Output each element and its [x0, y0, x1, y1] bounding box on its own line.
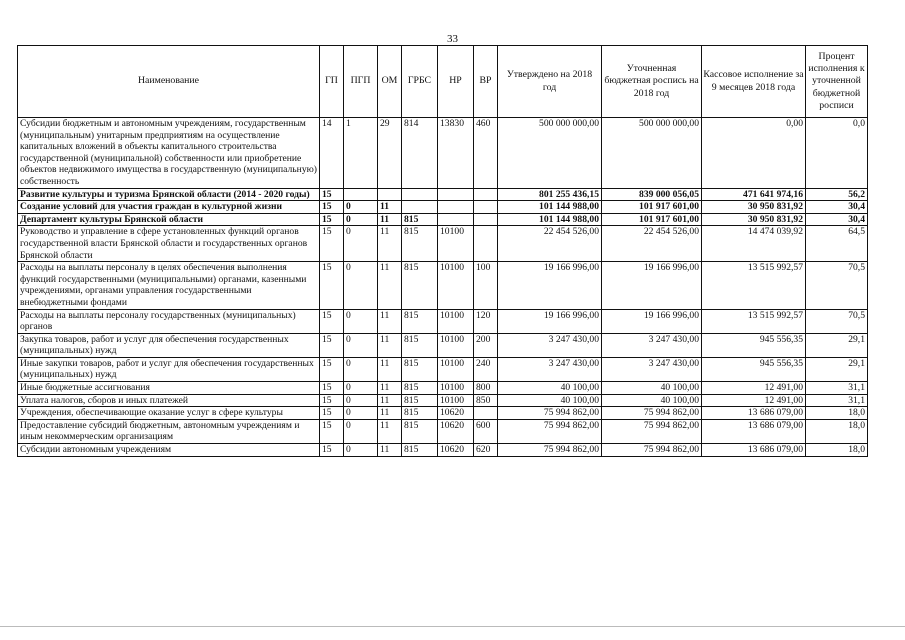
- cell-gp: 15: [320, 188, 344, 201]
- cell-np: [438, 213, 474, 226]
- cell-om: 11: [378, 213, 402, 226]
- cell-np: 10100: [438, 226, 474, 262]
- cell-approved: 500 000 000,00: [498, 118, 602, 189]
- header-percent: Процент исполнения к уточненной бюджетной росписи: [806, 46, 868, 118]
- cell-grbs: 814: [402, 118, 438, 189]
- cell-vr: 460: [474, 118, 498, 189]
- cell-approved: 40 100,00: [498, 382, 602, 395]
- cell-om: 11: [378, 419, 402, 443]
- cell-om: 11: [378, 333, 402, 357]
- cell-approved: 101 144 988,00: [498, 213, 602, 226]
- cell-grbs: 815: [402, 394, 438, 407]
- cell-refined: 19 166 996,00: [602, 309, 702, 333]
- cell-vr: [474, 188, 498, 201]
- cell-percent: 0,0: [806, 118, 868, 189]
- cell-name: Учреждения, обеспечивающие оказание услуг в сфере культуры: [18, 407, 320, 420]
- page-number: 33: [447, 33, 458, 45]
- cell-om: 11: [378, 201, 402, 214]
- cell-om: 11: [378, 309, 402, 333]
- cell-np: 10620: [438, 444, 474, 457]
- cell-name: Департамент культуры Брянской области: [18, 213, 320, 226]
- cell-ppgp: 0: [344, 407, 378, 420]
- cell-om: 11: [378, 226, 402, 262]
- header-approved: Утверждено на 2018 год: [498, 46, 602, 118]
- cell-percent: 29,1: [806, 333, 868, 357]
- cell-cash: 13 686 079,00: [702, 419, 806, 443]
- cell-np: [438, 201, 474, 214]
- cell-grbs: 815: [402, 407, 438, 420]
- cell-ppgp: 0: [344, 262, 378, 309]
- cell-cash: 14 474 039,92: [702, 226, 806, 262]
- cell-ppgp: 0: [344, 226, 378, 262]
- header-np: НР: [438, 46, 474, 118]
- cell-gp: 15: [320, 262, 344, 309]
- cell-grbs: [402, 188, 438, 201]
- table-row: [18, 382, 868, 395]
- cell-approved: 75 994 862,00: [498, 407, 602, 420]
- cell-ppgp: 0: [344, 382, 378, 395]
- cell-refined: 22 454 526,00: [602, 226, 702, 262]
- cell-name: Субсидии бюджетным и автономным учреждениям, государственным (муниципальным) унитарным предприятиям на осуществление капитальных вложений в объекты капитального строительства государственной (муниципальной) собственности или приобретение объектов недвижимого имущества в государственную (муниципальную) собственность: [18, 118, 320, 189]
- cell-refined: 75 994 862,00: [602, 419, 702, 443]
- table-row: [18, 309, 868, 333]
- cell-np: 10100: [438, 394, 474, 407]
- table-row: [18, 407, 868, 420]
- table-row: [18, 419, 868, 443]
- cell-grbs: 815: [402, 382, 438, 395]
- cell-name: Создание условий для участия граждан в культурной жизни: [18, 201, 320, 214]
- cell-vr: 600: [474, 419, 498, 443]
- cell-refined: 101 917 601,00: [602, 201, 702, 214]
- cell-vr: [474, 407, 498, 420]
- table-row: [18, 444, 868, 457]
- cell-gp: 15: [320, 382, 344, 395]
- cell-gp: 15: [320, 394, 344, 407]
- table-row: [18, 333, 868, 357]
- cell-percent: 29,1: [806, 357, 868, 381]
- cell-ppgp: 0: [344, 357, 378, 381]
- cell-cash: 30 950 831,92: [702, 201, 806, 214]
- cell-grbs: 815: [402, 444, 438, 457]
- cell-refined: 839 000 056,05: [602, 188, 702, 201]
- cell-vr: 100: [474, 262, 498, 309]
- cell-vr: 800: [474, 382, 498, 395]
- cell-refined: 500 000 000,00: [602, 118, 702, 189]
- cell-ppgp: 0: [344, 394, 378, 407]
- cell-gp: 15: [320, 357, 344, 381]
- table-body: [18, 118, 868, 457]
- cell-gp: 15: [320, 419, 344, 443]
- cell-approved: 101 144 988,00: [498, 201, 602, 214]
- cell-np: [438, 188, 474, 201]
- cell-approved: 19 166 996,00: [498, 309, 602, 333]
- cell-grbs: 815: [402, 419, 438, 443]
- cell-ppgp: 0: [344, 444, 378, 457]
- table-row: [18, 201, 868, 214]
- cell-approved: 801 255 436,15: [498, 188, 602, 201]
- cell-grbs: 815: [402, 262, 438, 309]
- cell-np: 10100: [438, 333, 474, 357]
- cell-vr: 200: [474, 333, 498, 357]
- cell-np: 10100: [438, 309, 474, 333]
- table-row: [18, 262, 868, 309]
- cell-approved: 75 994 862,00: [498, 444, 602, 457]
- cell-vr: 120: [474, 309, 498, 333]
- cell-name: Уплата налогов, сборов и иных платежей: [18, 394, 320, 407]
- table-row: [18, 226, 868, 262]
- cell-om: 11: [378, 394, 402, 407]
- header-refined: Уточненная бюджетная роспись на 2018 год: [602, 46, 702, 118]
- header-ppgp: ПГП: [344, 46, 378, 118]
- table-row: [18, 213, 868, 226]
- cell-gp: 15: [320, 407, 344, 420]
- table-row: [18, 394, 868, 407]
- cell-cash: 945 556,35: [702, 357, 806, 381]
- header-vr: ВР: [474, 46, 498, 118]
- cell-percent: 18,0: [806, 407, 868, 420]
- cell-name: Субсидии автономным учреждениям: [18, 444, 320, 457]
- cell-np: 10620: [438, 419, 474, 443]
- cell-percent: 31,1: [806, 382, 868, 395]
- cell-percent: 18,0: [806, 444, 868, 457]
- cell-om: 11: [378, 407, 402, 420]
- cell-vr: 240: [474, 357, 498, 381]
- cell-om: 11: [378, 262, 402, 309]
- table-row: [18, 357, 868, 381]
- cell-ppgp: 0: [344, 419, 378, 443]
- cell-grbs: 815: [402, 226, 438, 262]
- cell-approved: 3 247 430,00: [498, 357, 602, 381]
- cell-name: Предоставление субсидий бюджетным, автономным учреждениям и иным некоммерческим организациям: [18, 419, 320, 443]
- cell-vr: 620: [474, 444, 498, 457]
- cell-np: 10100: [438, 262, 474, 309]
- cell-cash: 12 491,00: [702, 382, 806, 395]
- cell-np: 10100: [438, 382, 474, 395]
- cell-om: 29: [378, 118, 402, 189]
- cell-name: Иные бюджетные ассигнования: [18, 382, 320, 395]
- cell-name: Закупка товаров, работ и услуг для обеспечения государственных (муниципальных) нужд: [18, 333, 320, 357]
- cell-grbs: 815: [402, 213, 438, 226]
- cell-gp: 15: [320, 201, 344, 214]
- cell-approved: 40 100,00: [498, 394, 602, 407]
- table-row: [18, 118, 868, 189]
- budget-execution-table: [17, 45, 868, 457]
- cell-name: Иные закупки товаров, работ и услуг для обеспечения государственных (муниципальных) нужд: [18, 357, 320, 381]
- cell-percent: 56,2: [806, 188, 868, 201]
- cell-om: [378, 188, 402, 201]
- cell-grbs: 815: [402, 333, 438, 357]
- cell-gp: 15: [320, 309, 344, 333]
- cell-gp: 15: [320, 213, 344, 226]
- cell-np: 13830: [438, 118, 474, 189]
- cell-name: Расходы на выплаты персоналу в целях обеспечения выполнения функций государственными (муниципальными) органами, казенными учреждениями, органами управления государственными внебюджетными фондами: [18, 262, 320, 309]
- cell-ppgp: 0: [344, 309, 378, 333]
- cell-approved: 19 166 996,00: [498, 262, 602, 309]
- cell-name: Руководство и управление в сфере установленных функций органов государственной власти Брянской области и государственных органов Брянской области: [18, 226, 320, 262]
- cell-approved: 3 247 430,00: [498, 333, 602, 357]
- cell-percent: 70,5: [806, 309, 868, 333]
- header-gp: ГП: [320, 46, 344, 118]
- cell-om: 11: [378, 357, 402, 381]
- header-name: Наименование: [18, 46, 320, 118]
- cell-grbs: 815: [402, 309, 438, 333]
- cell-grbs: 815: [402, 357, 438, 381]
- cell-name: Расходы на выплаты персоналу государственных (муниципальных) органов: [18, 309, 320, 333]
- cell-ppgp: 0: [344, 333, 378, 357]
- cell-cash: 13 686 079,00: [702, 407, 806, 420]
- cell-cash: 12 491,00: [702, 394, 806, 407]
- cell-ppgp: [344, 188, 378, 201]
- cell-np: 10100: [438, 357, 474, 381]
- cell-ppgp: 1: [344, 118, 378, 189]
- cell-vr: [474, 226, 498, 262]
- cell-refined: 40 100,00: [602, 394, 702, 407]
- table-header-row: [18, 46, 868, 118]
- cell-vr: [474, 201, 498, 214]
- cell-gp: 15: [320, 333, 344, 357]
- cell-percent: 30,4: [806, 201, 868, 214]
- cell-cash: 471 641 974,16: [702, 188, 806, 201]
- cell-om: 11: [378, 444, 402, 457]
- cell-percent: 18,0: [806, 419, 868, 443]
- cell-grbs: [402, 201, 438, 214]
- cell-cash: 13 515 992,57: [702, 262, 806, 309]
- cell-gp: 15: [320, 444, 344, 457]
- cell-refined: 19 166 996,00: [602, 262, 702, 309]
- cell-ppgp: 0: [344, 213, 378, 226]
- page-bottom-edge: [0, 626, 905, 627]
- cell-name: Развитие культуры и туризма Брянской области (2014 - 2020 годы): [18, 188, 320, 201]
- cell-cash: 30 950 831,92: [702, 213, 806, 226]
- cell-vr: [474, 213, 498, 226]
- cell-percent: 31,1: [806, 394, 868, 407]
- cell-refined: 3 247 430,00: [602, 357, 702, 381]
- header-cash: Кассовое исполнение за 9 месяцев 2018 года: [702, 46, 806, 118]
- cell-approved: 75 994 862,00: [498, 419, 602, 443]
- cell-cash: 0,00: [702, 118, 806, 189]
- table-row: [18, 188, 868, 201]
- cell-vr: 850: [474, 394, 498, 407]
- cell-gp: 14: [320, 118, 344, 189]
- cell-cash: 945 556,35: [702, 333, 806, 357]
- cell-refined: 75 994 862,00: [602, 407, 702, 420]
- cell-percent: 70,5: [806, 262, 868, 309]
- cell-ppgp: 0: [344, 201, 378, 214]
- header-grbs: ГРБС: [402, 46, 438, 118]
- cell-approved: 22 454 526,00: [498, 226, 602, 262]
- cell-percent: 30,4: [806, 213, 868, 226]
- cell-refined: 40 100,00: [602, 382, 702, 395]
- cell-cash: 13 515 992,57: [702, 309, 806, 333]
- header-om: ОМ: [378, 46, 402, 118]
- cell-refined: 3 247 430,00: [602, 333, 702, 357]
- cell-refined: 75 994 862,00: [602, 444, 702, 457]
- cell-refined: 101 917 601,00: [602, 213, 702, 226]
- cell-om: 11: [378, 382, 402, 395]
- cell-gp: 15: [320, 226, 344, 262]
- cell-np: 10620: [438, 407, 474, 420]
- cell-cash: 13 686 079,00: [702, 444, 806, 457]
- cell-percent: 64,5: [806, 226, 868, 262]
